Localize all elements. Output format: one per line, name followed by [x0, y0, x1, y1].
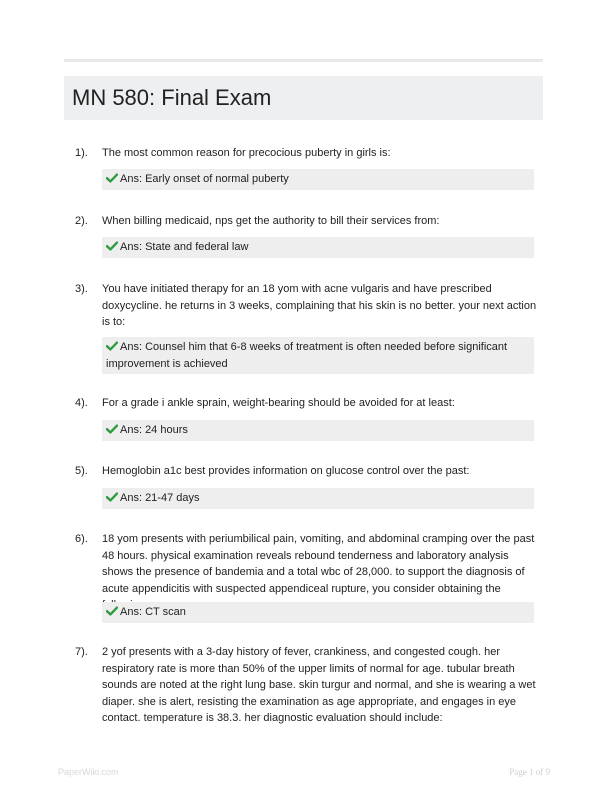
answer-text: Ans: State and federal law — [120, 241, 249, 253]
question-number: 7). — [75, 646, 88, 658]
question-number: 2). — [75, 215, 88, 227]
check-icon — [106, 341, 118, 351]
watermark: PaperWiki.com — [58, 767, 119, 777]
question-text: You have initiated therapy for an 18 yom with acne vulgaris and have prescribed doxycycline. he returns in 3 weeks, complaining that his skin is no better. your next action is to: — [102, 283, 537, 328]
answer-text: Ans: CT scan — [120, 606, 186, 618]
answer-text: Ans: Early onset of normal puberty — [120, 173, 289, 185]
check-icon — [106, 492, 118, 502]
title-bar — [64, 76, 543, 120]
page-title: MN 580: Final Exam — [72, 85, 272, 110]
answer-box — [102, 237, 534, 258]
answer-text: Ans: Counsel him that 6-8 weeks of treatment is often needed before significant improvement is achieved — [106, 341, 508, 370]
answer-box — [102, 602, 534, 623]
check-icon — [106, 173, 118, 183]
answer-box — [102, 337, 534, 374]
question-text: When billing medicaid, nps get the authority to bill their services from: — [102, 215, 440, 227]
question-number: 5). — [75, 465, 88, 477]
question-text: 18 yom presents with periumbilical pain, vomiting, and abdominal cramping over the past 48 hours. physical examination reveals rebound tenderness and laboratory analysis shows the presence of bandemia and a total wbc of 28,000. to support the diagnosis of acute appendicitis with suspected appendiceal rupture, you consider obtaining the — [102, 533, 535, 595]
answer-box — [102, 169, 534, 190]
question-text: 2 yof presents with a 3-day history of fever, crankiness, and congested cough. her respiratory rate is more than 50% of the upper limits of normal for age. tubular breath sounds are noted at the right lung base. skin turgur and normal, and she is wearing a wet diaper. she is alert, resisting the examination as age appropriate, and engages in eye contact. temperature is 38.3. her diagnostic evaluation should include: — [102, 646, 536, 724]
question-text: Hemoglobin a1c best provides information on glucose control over the past: — [102, 465, 470, 477]
answer-box — [102, 420, 534, 441]
answer-box — [102, 488, 534, 509]
check-icon — [106, 606, 118, 616]
question-number: 1). — [75, 147, 88, 159]
check-icon — [106, 241, 118, 251]
top-divider — [64, 59, 543, 62]
question-text: The most common reason for precocious puberty in girls is: — [102, 147, 391, 159]
answer-text: Ans: 24 hours — [120, 424, 188, 436]
question-number: 6). — [75, 533, 88, 545]
answer-text: Ans: 21-47 days — [120, 492, 200, 504]
page-number: Page 1 of 9 — [509, 767, 550, 777]
question-text: For a grade i ankle sprain, weight-bearing should be avoided for at least: — [102, 397, 455, 409]
question-number: 4). — [75, 397, 88, 409]
question-number: 3). — [75, 283, 88, 295]
check-icon — [106, 424, 118, 434]
